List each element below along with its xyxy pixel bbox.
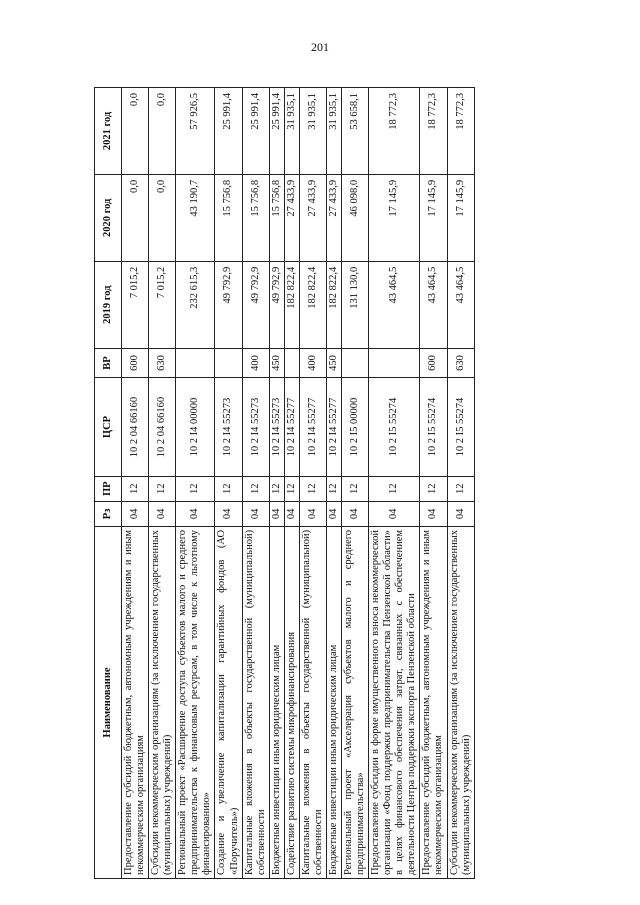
cell-csr: 10 2 04 66160 (149, 378, 176, 476)
cell-y2021: 31 935,1 (326, 88, 341, 175)
cell-vr: 400 (242, 348, 269, 378)
cell-vr (176, 348, 215, 378)
cell-pr: 12 (342, 476, 369, 501)
cell-rz: 04 (122, 501, 149, 526)
cell-csr: 10 2 I4 55273 (242, 378, 269, 476)
cell-csr: 10 2 I4 55277 (284, 378, 299, 476)
cell-pr: 12 (299, 476, 326, 501)
cell-name: Капитальные вложения в объекты государственной (муниципальной) собственности (242, 526, 269, 878)
cell-y2021: 57 926,5 (176, 88, 215, 175)
cell-y2021: 31 935,1 (284, 88, 299, 175)
cell-y2020: 15 756,8 (242, 174, 269, 261)
cell-rz: 04 (215, 501, 242, 526)
cell-vr (369, 348, 420, 378)
cell-name: Предоставление субсидий бюджетным, автономным учреждениям и иным некоммерческим организациям (420, 526, 447, 878)
cell-rz: 04 (284, 501, 299, 526)
cell-csr: 10 2 I4 55277 (299, 378, 326, 476)
cell-csr: 10 2 I4 55273 (269, 378, 284, 476)
cell-y2021: 18 772,3 (369, 88, 420, 175)
budget-table (94, 87, 475, 879)
cell-y2021: 25 991,4 (215, 88, 242, 175)
cell-y2020: 17 145,9 (369, 174, 420, 261)
table-row (284, 88, 299, 879)
header-csr: ЦСР (95, 378, 122, 476)
cell-vr: 630 (149, 348, 176, 378)
cell-rz: 04 (342, 501, 369, 526)
cell-csr: 10 2 I4 00000 (176, 378, 215, 476)
table-row (242, 88, 269, 879)
cell-name: Капитальные вложения в объекты государственной (муниципальной) собственности (299, 526, 326, 878)
cell-vr: 600 (122, 348, 149, 378)
table-row (420, 88, 447, 879)
cell-y2020: 46 098,0 (342, 174, 369, 261)
cell-y2019: 49 792,9 (242, 261, 269, 348)
header-rz: Рз (95, 501, 122, 526)
table-header-row (95, 88, 122, 879)
cell-csr: 10 2 I4 55273 (215, 378, 242, 476)
cell-y2021: 25 991,4 (242, 88, 269, 175)
cell-pr: 12 (420, 476, 447, 501)
cell-y2021: 18 772,3 (447, 88, 474, 175)
cell-vr: 600 (420, 348, 447, 378)
cell-y2020: 0,0 (149, 174, 176, 261)
cell-rz: 04 (299, 501, 326, 526)
cell-y2019: 49 792,9 (215, 261, 242, 348)
cell-y2021: 0,0 (149, 88, 176, 175)
rotated-table-container (94, 87, 635, 879)
cell-name: Предоставление субсидий бюджетным, автономным учреждениям и иным некоммерческим организациям (122, 526, 149, 878)
cell-y2019: 49 792,9 (269, 261, 284, 348)
table-row (447, 88, 474, 879)
table-row (176, 88, 215, 879)
table-row (215, 88, 242, 879)
cell-pr: 12 (215, 476, 242, 501)
cell-y2019: 182 822,4 (299, 261, 326, 348)
cell-y2021: 18 772,3 (420, 88, 447, 175)
cell-y2020: 27 433,9 (284, 174, 299, 261)
page-number: 201 (311, 40, 329, 54)
cell-y2020: 27 433,9 (299, 174, 326, 261)
cell-y2020: 15 756,8 (269, 174, 284, 261)
cell-y2021: 25 991,4 (269, 88, 284, 175)
cell-rz: 04 (326, 501, 341, 526)
cell-csr: 10 2 I5 55274 (447, 378, 474, 476)
cell-y2020: 43 190,7 (176, 174, 215, 261)
cell-csr: 10 2 04 66160 (122, 378, 149, 476)
cell-name: Создание и увеличение капитализации гарантийных фондов (АО «Поручитель») (215, 526, 242, 878)
cell-y2021: 53 658,1 (342, 88, 369, 175)
table-row (122, 88, 149, 879)
cell-vr (284, 348, 299, 378)
table-row (326, 88, 341, 879)
cell-name: Региональный проект «Расширение доступа субъектов малого и среднего предпринимательства к финансовым ресурсам, в том числе к льготному финансированию» (176, 526, 215, 878)
cell-vr (215, 348, 242, 378)
cell-pr: 12 (149, 476, 176, 501)
cell-y2021: 0,0 (122, 88, 149, 175)
cell-vr: 630 (447, 348, 474, 378)
cell-y2019: 232 615,3 (176, 261, 215, 348)
table-row (269, 88, 284, 879)
cell-name: Бюджетные инвестиции иным юридическим лицам (326, 526, 341, 878)
table-body (122, 88, 475, 879)
table-row (342, 88, 369, 879)
header-name: Наименование (95, 526, 122, 878)
cell-csr: 10 2 I5 00000 (342, 378, 369, 476)
cell-y2019: 7 015,2 (122, 261, 149, 348)
cell-y2019: 131 130,0 (342, 261, 369, 348)
cell-rz: 04 (420, 501, 447, 526)
header-2020: 2020 год (95, 174, 122, 261)
cell-pr: 12 (176, 476, 215, 501)
cell-vr (342, 348, 369, 378)
cell-rz: 04 (447, 501, 474, 526)
cell-pr: 12 (326, 476, 341, 501)
table-row (299, 88, 326, 879)
cell-y2019: 182 822,4 (326, 261, 341, 348)
cell-csr: 10 2 I5 55274 (369, 378, 420, 476)
cell-y2020: 0,0 (122, 174, 149, 261)
header-vr: ВР (95, 348, 122, 378)
cell-csr: 10 2 I5 55274 (420, 378, 447, 476)
table-row (149, 88, 176, 879)
cell-vr: 450 (269, 348, 284, 378)
cell-y2020: 27 433,9 (326, 174, 341, 261)
cell-pr: 12 (242, 476, 269, 501)
cell-rz: 04 (149, 501, 176, 526)
cell-y2019: 43 464,5 (447, 261, 474, 348)
cell-y2019: 43 464,5 (420, 261, 447, 348)
cell-y2020: 17 145,9 (447, 174, 474, 261)
header-2021: 2021 год (95, 88, 122, 175)
cell-vr: 450 (326, 348, 341, 378)
cell-y2020: 17 145,9 (420, 174, 447, 261)
cell-y2019: 7 015,2 (149, 261, 176, 348)
cell-y2019: 182 822,4 (284, 261, 299, 348)
cell-rz: 04 (369, 501, 420, 526)
table-row (369, 88, 420, 879)
cell-name: Региональный проект «Акселерация субъектов малого и среднего предпринимательства» (342, 526, 369, 878)
cell-name: Субсидии некоммерческим организациям (за исключением государственных (муниципальных) учреждений) (149, 526, 176, 878)
cell-rz: 04 (242, 501, 269, 526)
header-2019: 2019 год (95, 261, 122, 348)
cell-pr: 12 (284, 476, 299, 501)
cell-name: Содействие развитию системы микрофинансирования (284, 526, 299, 878)
cell-name: Субсидии некоммерческим организациям (за исключением государственных (муниципальных) учреждений) (447, 526, 474, 878)
cell-y2019: 43 464,5 (369, 261, 420, 348)
cell-pr: 12 (447, 476, 474, 501)
cell-y2021: 31 935,1 (299, 88, 326, 175)
cell-pr: 12 (269, 476, 284, 501)
cell-pr: 12 (122, 476, 149, 501)
header-pr: ПР (95, 476, 122, 501)
cell-rz: 04 (269, 501, 284, 526)
cell-name: Бюджетные инвестиции иным юридическим лицам (269, 526, 284, 878)
cell-pr: 12 (369, 476, 420, 501)
cell-y2020: 15 756,8 (215, 174, 242, 261)
cell-csr: 10 2 I4 55277 (326, 378, 341, 476)
cell-vr: 400 (299, 348, 326, 378)
cell-name: Предоставление субсидии в форме имущественного взноса некоммерческой организации «Фонд поддержки предпринимательства Пензенской области» в целях финансового обеспечения затрат, связанных с обеспечением деятельности Центра поддержки экспорта Пензенской области (369, 526, 420, 878)
cell-rz: 04 (176, 501, 215, 526)
